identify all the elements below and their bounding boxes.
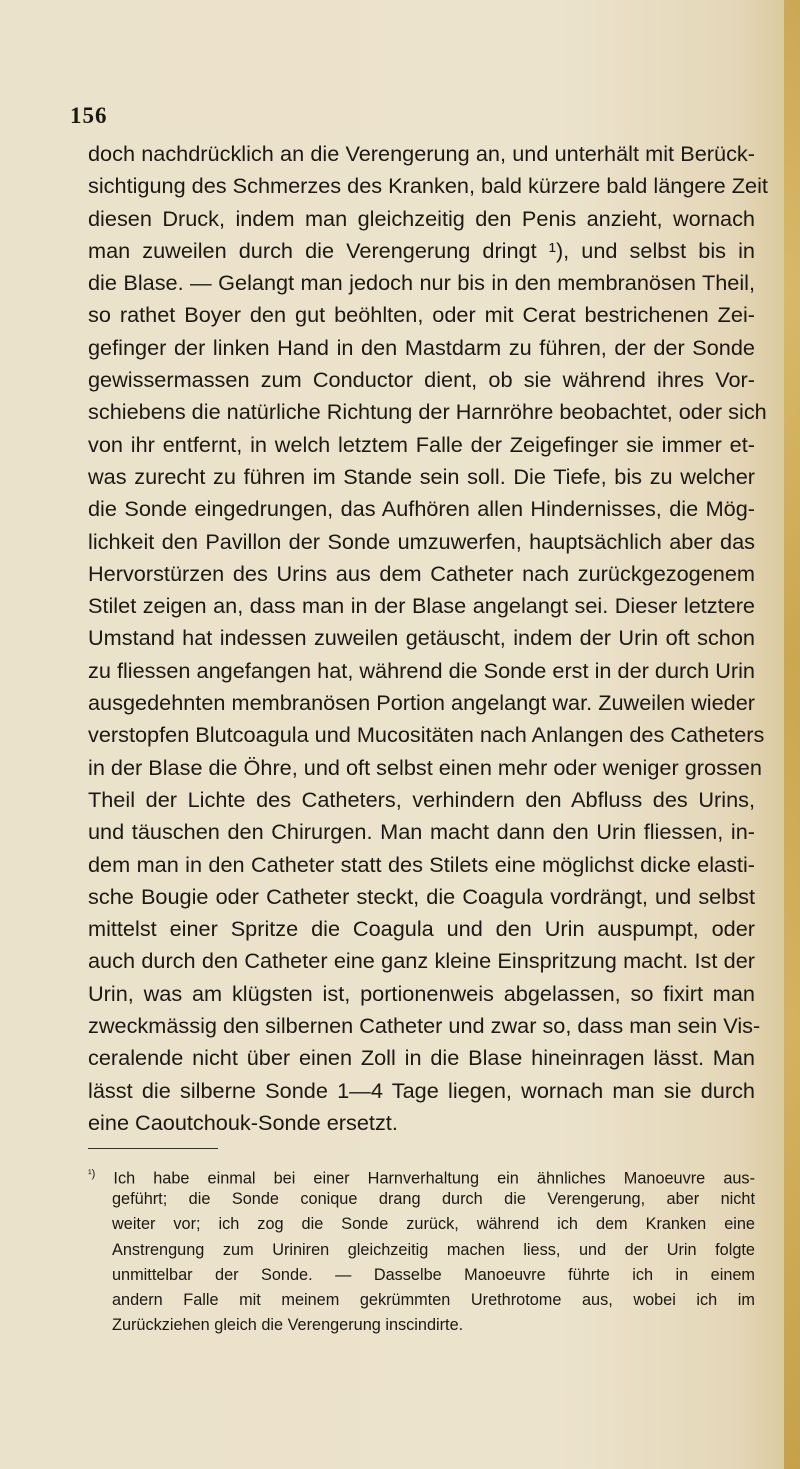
text-line: schiebens die natürliche Richtung der Harnröhre beobachtet, oder sich xyxy=(88,399,767,425)
text-line: Stilet zeigen an, dass man in der Blase angelangt sei. Dieser letztere xyxy=(88,593,755,619)
footnote-line: weiter vor; ich zog die Sonde zurück, während ich dem Kranken eine xyxy=(112,1215,755,1234)
text-line: eine Caoutchouk-Sonde ersetzt. xyxy=(88,1109,398,1135)
text-line: man zuweilen durch die Verengerung dringt ¹), und selbst bis in xyxy=(88,237,755,263)
text-line: zu fliessen angefangen hat, während die Sonde erst in der durch Urin xyxy=(88,657,755,683)
footnote-marker: ¹) xyxy=(88,1168,96,1180)
footnote-line: Anstrengung zum Uriniren gleichzeitig machen liess, und der Urin folgte xyxy=(112,1240,755,1259)
text-line: dem man in den Catheter statt des Stilets eine möglichst dicke elasti- xyxy=(88,851,755,877)
text-line: und täuschen den Chirurgen. Man macht dann den Urin fliessen, in- xyxy=(88,819,755,845)
text-line: ausgedehnten membranösen Portion angelangt war. Zuweilen wieder xyxy=(88,690,755,716)
text-line: lässt die silberne Sonde 1—4 Tage liegen, wornach man sie durch xyxy=(88,1077,755,1103)
text-line: auch durch den Catheter eine ganz kleine Einspritzung macht. Ist der xyxy=(88,948,755,974)
text-line: gefinger der linken Hand in den Mastdarm zu führen, der der Sonde xyxy=(88,334,755,360)
text-line: die Sonde eingedrungen, das Aufhören allen Hindernisses, die Mög- xyxy=(88,496,755,522)
text-line: doch nachdrücklich an die Verengerung an, und unterhält mit Berück- xyxy=(88,141,755,166)
footnote-line: geführt; die Sonde conique drang durch die Verengerung, aber nicht xyxy=(112,1190,755,1209)
text-line: Hervorstürzen des Urins aus dem Catheter nach zurückgezogenem xyxy=(88,560,755,586)
text-line: Urin, was am klügsten ist, portionenweis abgelassen, so fixirt man xyxy=(88,980,755,1006)
text-line: was zurecht zu führen im Stande sein soll. Die Tiefe, bis zu welcher xyxy=(88,463,755,489)
footnote-divider xyxy=(88,1148,218,1149)
footnote-line: unmittelbar der Sonde. — Dasselbe Manoeuvre führte ich in einem xyxy=(112,1265,755,1284)
text-line: diesen Druck, indem man gleichzeitig den Penis anzieht, wornach xyxy=(88,205,755,231)
footnote-text: Ich habe einmal bei einer Harnverhaltung ein ähnliches Manoeuvre aus- xyxy=(113,1169,755,1188)
text-line: in der Blase die Öhre, und oft selbst einen mehr oder weniger grossen xyxy=(88,754,762,780)
footnote-line-first xyxy=(88,1162,755,1187)
text-line: sche Bougie oder Catheter steckt, die Coagula vordrängt, und selbst xyxy=(88,883,755,909)
text-line: Umstand hat indessen zuweilen getäuscht, indem der Urin oft schon xyxy=(88,625,755,651)
footnote xyxy=(88,1162,755,1338)
text-line: so rathet Boyer den gut beöhlten, oder mit Cerat bestrichenen Zei- xyxy=(88,302,755,328)
text-line: verstopfen Blutcoagula und Mucositäten nach Anlangen des Catheters xyxy=(88,722,765,748)
text-line: von ihr entfernt, in welch letztem Falle der Zeigefinger sie immer et- xyxy=(88,431,755,457)
text-line: sichtigung des Schmerzes des Kranken, bald kürzere bald längere Zeit xyxy=(88,173,768,199)
text-line: zweckmässig den silbernen Catheter und zwar so, dass man sein Vis- xyxy=(88,1013,761,1039)
text-line: gewissermassen zum Conductor dient, ob sie während ihres Vor- xyxy=(88,367,755,393)
page-edge-stain xyxy=(784,0,800,1469)
main-text xyxy=(88,138,768,1139)
footnote-line: andern Falle mit meinem gekrümmten Urethrotome aus, wobei ich im xyxy=(112,1290,755,1309)
text-line: ceralende nicht über einen Zoll in die Blase hineinragen lässt. Man xyxy=(88,1045,755,1071)
page-number: 156 xyxy=(70,103,108,128)
text-line: mittelst einer Spritze die Coagula und den Urin auspumpt, oder xyxy=(88,916,755,942)
text-line: lichkeit den Pavillon der Sonde umzuwerfen, hauptsächlich aber das xyxy=(88,528,755,554)
text-line: Theil der Lichte des Catheters, verhindern den Abfluss des Urins, xyxy=(88,786,755,812)
text-line: die Blase. — Gelangt man jedoch nur bis in den membranösen Theil, xyxy=(88,270,755,296)
footnote-line: Zurückziehen gleich die Verengerung inscindirte. xyxy=(112,1316,464,1335)
